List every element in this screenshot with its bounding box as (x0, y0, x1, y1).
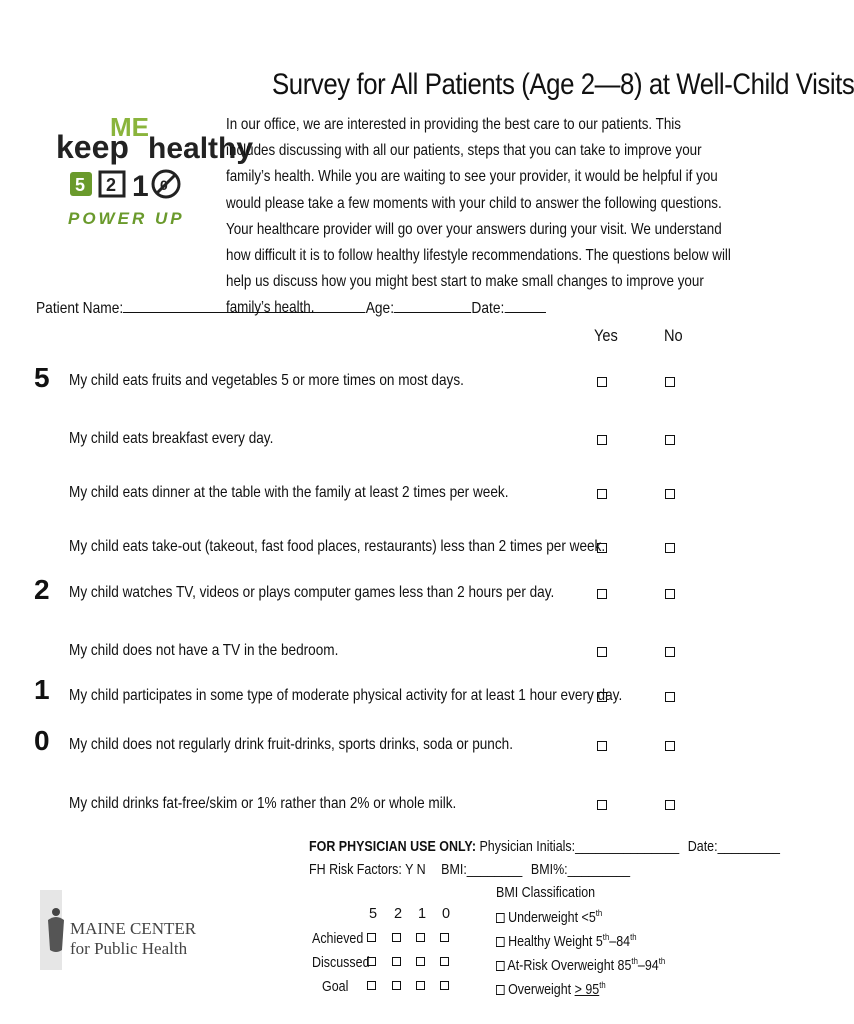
question-2: My child eats breakfast every day. (69, 430, 274, 447)
section-number-2: 2 (34, 574, 50, 605)
discussed-5-checkbox[interactable] (367, 957, 376, 966)
physician-use-only-label: FOR PHYSICIAN USE ONLY: (309, 839, 476, 855)
column-header-no: No (664, 326, 683, 345)
at-risk-checkbox[interactable] (496, 961, 505, 971)
logo-digit-two: 2 (106, 175, 117, 195)
q8-yes-checkbox[interactable] (597, 741, 607, 751)
q2-yes-checkbox[interactable] (597, 435, 607, 445)
healthy-weight-label: Healthy Weight 5 (508, 933, 603, 950)
q4-yes-checkbox[interactable] (597, 543, 607, 553)
maine-center-logo (40, 890, 197, 970)
q6-no-checkbox[interactable] (665, 647, 675, 657)
bmi-classification-title: BMI Classification (496, 885, 596, 901)
question-6: My child does not have a TV in the bedroom. (69, 642, 339, 659)
at-risk-label: At-Risk Overweight 85 (507, 957, 632, 974)
q8-no-checkbox[interactable] (665, 741, 675, 751)
bmi-option-overweight (496, 980, 606, 998)
healthy-weight-range: –84 (609, 933, 631, 950)
question-8: My child does not regularly drink fruit-drinks, sports drinks, soda or punch. (69, 736, 513, 753)
q1-no-checkbox[interactable] (665, 377, 675, 387)
bmi-option-at-risk (496, 956, 665, 974)
q9-yes-checkbox[interactable] (597, 800, 607, 810)
q5-no-checkbox[interactable] (665, 589, 675, 599)
overweight-sup: th (599, 980, 606, 990)
q7-no-checkbox[interactable] (665, 692, 675, 702)
goal-1-checkbox[interactable] (416, 981, 425, 990)
q1-yes-checkbox[interactable] (597, 377, 607, 387)
physician-risk-line (309, 862, 630, 878)
bmi-percent-label: BMI%:_________ (530, 862, 631, 878)
patient-name-label: Patient Name: (36, 300, 124, 317)
date-label: Date: (471, 300, 505, 317)
q9-no-checkbox[interactable] (665, 800, 675, 810)
overweight-label: Overweight (508, 981, 575, 998)
q7-yes-checkbox[interactable] (597, 692, 607, 702)
goal-0-checkbox[interactable] (440, 981, 449, 990)
underweight-label: Underweight <5 (508, 909, 596, 926)
healthy-weight-sup1: th (602, 932, 610, 942)
discussed-1-checkbox[interactable] (416, 957, 425, 966)
logo-person-head-icon (52, 908, 60, 916)
logo-word-me: ME (110, 112, 149, 142)
question-9: My child drinks fat-free/skim or 1% rather than 2% or whole milk. (69, 795, 457, 812)
org-name-line2: for Public Health (70, 939, 188, 958)
at-risk-range: –94 (637, 957, 659, 974)
logo-digit-zero: 0 (160, 177, 168, 193)
age-field[interactable] (394, 298, 471, 313)
goal-5-checkbox[interactable] (367, 981, 376, 990)
age-label: Age: (365, 300, 395, 317)
underweight-sup: th (595, 908, 603, 918)
logo-word-healthy: healthy (148, 132, 254, 165)
bmi-label: BMI:________ (441, 862, 523, 878)
tracking-row-discussed: Discussed (312, 955, 370, 971)
patient-info-line (36, 298, 546, 318)
section-number-1: 1 (34, 674, 50, 705)
physician-initials-label: Physician Initials:_______________ (479, 839, 680, 855)
tracking-col-0: 0 (442, 906, 451, 922)
question-3: My child eats dinner at the table with the family at least 2 times per week. (69, 484, 509, 501)
physician-header-line (309, 839, 780, 855)
fh-risk-factors-label: FH Risk Factors: Y N (309, 862, 426, 878)
logo-digit-one: 1 (132, 170, 149, 203)
physician-date-label: Date:_________ (687, 839, 780, 855)
date-field[interactable] (504, 298, 545, 313)
achieved-0-checkbox[interactable] (440, 933, 449, 942)
patient-name-field[interactable] (123, 298, 366, 313)
tracking-col-2: 2 (394, 906, 403, 922)
logo-person-body-icon (48, 917, 64, 952)
at-risk-sup1: th (631, 956, 638, 966)
discussed-2-checkbox[interactable] (392, 957, 401, 966)
q4-no-checkbox[interactable] (665, 543, 675, 553)
q5-yes-checkbox[interactable] (597, 589, 607, 599)
logo-digit-five: 5 (75, 175, 86, 195)
achieved-2-checkbox[interactable] (392, 933, 401, 942)
q6-yes-checkbox[interactable] (597, 647, 607, 657)
q3-yes-checkbox[interactable] (597, 489, 607, 499)
section-number-0: 0 (34, 725, 50, 756)
keep-me-healthy-logo (52, 100, 254, 240)
question-5: My child watches TV, videos or plays computer games less than 2 hours per day. (69, 584, 555, 601)
question-4: My child eats take-out (takeout, fast food places, restaurants) less than 2 times per week. (69, 538, 606, 555)
underweight-checkbox[interactable] (496, 913, 505, 923)
org-name-line1: MAINE CENTER (70, 919, 197, 938)
section-number-5: 5 (34, 362, 50, 393)
question-7: My child participates in some type of moderate physical activity for at least 1 hour every day. (69, 687, 623, 704)
logo-word-keep: keep (56, 129, 129, 165)
discussed-0-checkbox[interactable] (440, 957, 449, 966)
healthy-weight-sup2: th (630, 932, 637, 942)
overweight-checkbox[interactable] (496, 985, 505, 995)
tracking-row-goal: Goal (322, 979, 349, 995)
q3-no-checkbox[interactable] (665, 489, 675, 499)
healthy-weight-checkbox[interactable] (496, 937, 505, 947)
tracking-row-achieved: Achieved (312, 931, 364, 947)
achieved-5-checkbox[interactable] (367, 933, 376, 942)
bmi-option-healthy (496, 932, 637, 950)
column-header-yes: Yes (594, 326, 618, 345)
achieved-1-checkbox[interactable] (416, 933, 425, 942)
logo-digits (70, 170, 179, 203)
bmi-option-underweight (496, 908, 602, 926)
goal-2-checkbox[interactable] (392, 981, 401, 990)
intro-paragraph: In our office, we are interested in providing the best care to our patients. This includes discussing with all our patients, steps that you can take to improve your family’s health. While you are waiting to see your provider, it would be helpful if you would please take a few moments with your child to answer the following questions. Your healthcare provider will go over your answers during your visit. We understand how difficult it is to follow healthy lifestyle recommendations. The questions below will help us discuss how you might best start to make small changes to improve your family’s health. (226, 116, 731, 317)
page-title: Survey for All Patients (Age 2—8) at Well-Child Visits (272, 68, 854, 101)
q2-no-checkbox[interactable] (665, 435, 675, 445)
tracking-col-1: 1 (418, 906, 427, 922)
at-risk-sup2: th (658, 956, 666, 966)
overweight-threshold: > 95 (574, 981, 600, 998)
tracking-col-5: 5 (369, 906, 378, 922)
logo-tagline: POWER UP (68, 209, 185, 228)
question-1: My child eats fruits and vegetables 5 or more times on most days. (69, 372, 464, 389)
